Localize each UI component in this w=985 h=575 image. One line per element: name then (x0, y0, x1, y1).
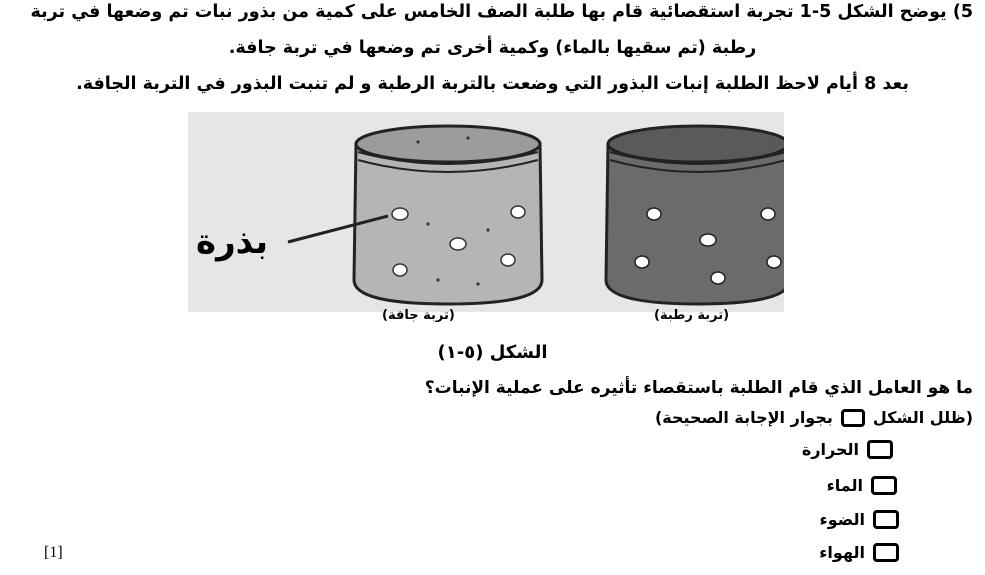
option-label: الحرارة (801, 440, 859, 459)
option-label: الضوء (819, 510, 865, 529)
dry-soil-jar (354, 126, 542, 304)
wet-soil-label: (تربة رطبة) (654, 308, 730, 323)
experiment-figure (188, 112, 784, 312)
option-checkbox[interactable] (867, 440, 893, 459)
marks-label: [1] (44, 544, 63, 561)
option-light[interactable] (820, 510, 899, 529)
option-label: الهواء (819, 543, 865, 562)
wet-soil-jar (606, 126, 784, 304)
option-checkbox[interactable] (873, 543, 899, 562)
option-checkbox[interactable] (871, 476, 897, 495)
jars-illustration (188, 112, 784, 312)
option-air[interactable] (819, 543, 899, 562)
option-checkbox[interactable] (873, 510, 899, 529)
option-temperature[interactable] (802, 440, 893, 459)
question-line-1: 5) يوضح الشكل 5-1 تجربة استقصائية قام بها طلبة الصف الخامس على كمية من بذور نبات تم وضعها في تربة (30, 2, 973, 22)
option-label: الماء (826, 476, 863, 495)
instruction-after: بجوار الإجابة الصحيحة) (654, 408, 833, 427)
instruction-before: (ظلل الشكل (872, 408, 973, 427)
option-water[interactable] (827, 476, 897, 495)
question-line-3: بعد 8 أيام لاحظ الطلبة إنبات البذور التي وضعت بالتربة الرطبة و لم تنبت البذور في التربة الجافة. (76, 74, 909, 94)
answer-instruction (655, 408, 973, 427)
example-answer-box (841, 409, 865, 427)
figure-caption: الشكل (٥-١) (437, 342, 548, 363)
question-prompt: ما هو العامل الذي قام الطلبة باستقصاء تأثيره على عملية الإنبات؟ (424, 378, 973, 398)
dry-soil-label: (تربة جافة) (382, 308, 455, 323)
seed-label: بذرة (196, 222, 269, 262)
question-line-2: رطبة (تم سقيها بالماء) وكمية أخرى تم وضعها في تربة جافة. (228, 38, 757, 58)
